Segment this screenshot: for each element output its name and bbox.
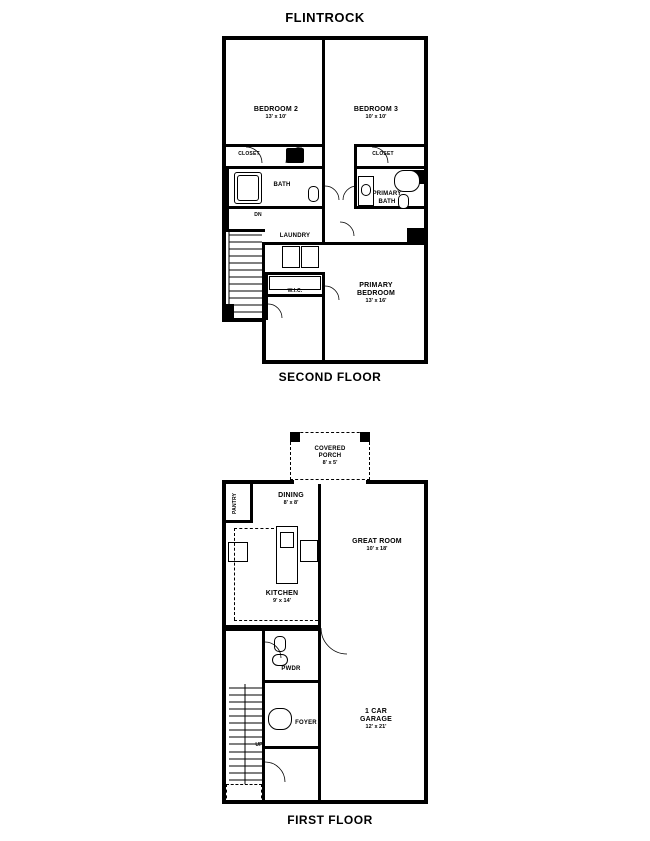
primary-bath-label-1: PRIMARY [372, 191, 402, 197]
closet-label-right: CLOSET [372, 151, 394, 157]
room-bedroom-3: BEDROOM 3 10' x 10' [353, 106, 399, 121]
room-garage: 1 CAR GARAGE 12' x 21' [360, 708, 392, 731]
room-dining: DINING 8' x 8' [278, 492, 304, 507]
second-floor-plan [222, 36, 428, 364]
first-floor-stair-lines [222, 432, 428, 808]
primary-bath-label-2: BATH [378, 199, 396, 205]
page-title: FLINTROCK [285, 10, 365, 25]
room-kitchen: KITCHEN 9' x 14' [265, 590, 299, 605]
room-covered-porch: COVERED PORCH 8' x 5' [314, 446, 346, 466]
second-floor-caption: SECOND FLOOR [278, 370, 382, 384]
closet-label-left: CLOSET [238, 151, 260, 157]
first-floor-plan [222, 432, 428, 808]
laundry-label: LAUNDRY [279, 233, 311, 239]
powder-label: PWDR [281, 666, 301, 672]
stairs-up-label: UP [255, 742, 263, 748]
bath-label: BATH [273, 182, 291, 188]
first-floor-caption: FIRST FLOOR [287, 813, 373, 827]
wic-label: W.I.C. [287, 288, 303, 294]
stairs-down-label: DN [254, 212, 262, 218]
foyer-label: FOYER [295, 720, 317, 726]
room-bedroom-2: BEDROOM 2 13' x 10' [253, 106, 299, 121]
room-great: GREAT ROOM 10' x 18' [352, 538, 402, 553]
pantry-label: PANTRY [232, 492, 238, 514]
room-primary-bedroom: PRIMARY BEDROOM 13' x 16' [357, 282, 395, 305]
